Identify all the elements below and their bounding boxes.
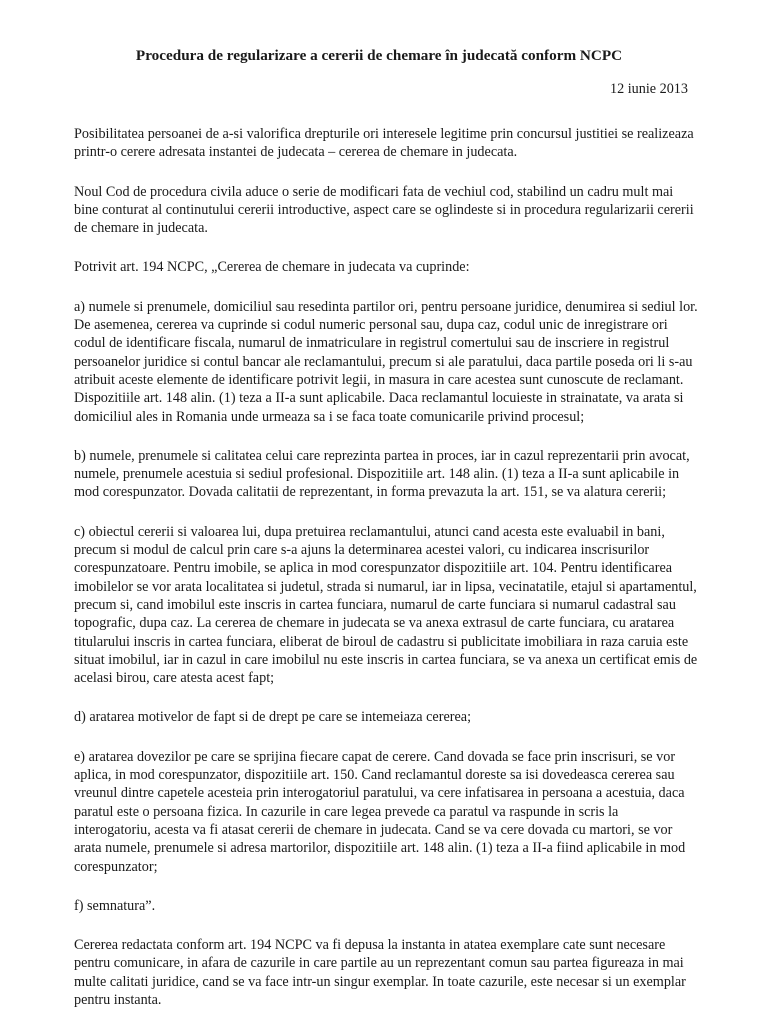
- paragraph-item-c: c) obiectul cererii si valoarea lui, dupa pretuirea reclamantului, atunci cand acesta este evaluabil in bani, precum si modul de calcul prin care s-a ajuns la determinarea acestei valori, cu indicarea inscrisurilor corespunzatoare. Pentru imobile, se aplica in mod corespunzator dispozitiile art. 104. Pentru identificarea imobilelor se vor arata localitatea si judetul, strada si numarul, iar in lipsa, vecinatatile, etajul si apartamentul, precum si, cand imobilul este inscris in cartea funciara, numarul de carte funciara si numarul cadastral sau topografic, dupa caz. La cererea de chemare in judecata se va anexa extrasul de carte funciara, cu aratarea titularului inscris in cartea funciara, eliberat de biroul de cadastru si publicitate imobiliara in raza caruia este situat imobilul, iar in cazul in care imobilul nu este inscris in cartea funciara, se va anexa un certificat emis de acelasi birou, care atesta acest fapt;: [74, 523, 698, 687]
- paragraph-item-f: f) semnatura”.: [74, 897, 156, 914]
- paragraph-item-e: e) aratarea dovezilor pe care se sprijina fiecare capat de cerere. Cand dovada se face prin inscrisuri, se vor aplica, in mod corespunzator, dispozitiile art. 150. Cand reclamantul doreste sa isi dovedeasca cererea sau vreunul dintre capetele acesteia prin interogatoriul paratului, va cere infatisarea in persoana a acestuia, daca paratul este o persoana fizica. In cazurile in care legea prevede ca paratul va raspunde in scris la interogatoriu, acesta va fi atasat cererii de chemare in judecata. Cand se va cere dovada cu martori, se vor arata numele, prenumele si adresa martorilor, dispozitiile art. 148 alin. (1) teza a II-a fiind aplicabile in mod corespunzator;: [74, 748, 686, 875]
- paragraph-item-b: b) numele, prenumele si calitatea celui care reprezinta partea in proces, iar in cazul reprezentarii prin avocat, numele, prenumele acestuia si sediul profesional. Dispozitiile art. 148 alin. (1) teza a II-a sunt aplicabile in mod corespunzator. Dovada calitatii de reprezentant, in forma prevazuta la art. 151, se va alatura cererii;: [74, 447, 690, 501]
- document-title: Procedura de regularizare a cererii de chemare în judecată conform NCPC: [135, 47, 623, 64]
- paragraph-intro: Posibilitatea persoanei de a-si valorifica drepturile ori interesele legitime prin concursul justitiei se realizeaza printr-o cerere adresata instantei de judecata – cererea de chemare in judecata.: [74, 126, 694, 161]
- paragraph-new-code: Noul Cod de procedura civila aduce o serie de modificari fata de vechiul cod, stabilind un cadru mult mai bine conturat al continutului cererii introductive, aspect care se oglindeste si in procedura regularizarii cererii de chemare in judecata.: [74, 183, 694, 237]
- document-date: 12 iunie 2013: [609, 81, 688, 97]
- paragraph-item-d: d) aratarea motivelor de fapt si de drept pe care se intemeiaza cererea;: [74, 709, 472, 726]
- paragraph-art-194: Potrivit art. 194 NCPC, „Cererea de chemare in judecata va cuprinde:: [74, 259, 470, 276]
- document-body: [74, 125, 698, 1009]
- document-page: [74, 46, 698, 1030]
- paragraph-filing: Cererea redactata conform art. 194 NCPC va fi depusa la instanta in atatea exemplare cate sunt necesare pentru comunicare, in afara de cazurile in care partile au un reprezentant comun sau partea figureaza in mai multe calitati juridice, cand se va face intr-un singur exemplar. In toate cazurile, este necesar si un exemplar pentru instanta.: [74, 937, 686, 1008]
- paragraph-item-a: a) numele si prenumele, domiciliul sau resedinta partilor ori, pentru persoane juridice, denumirea si sediul lor. De asemenea, cererea va cuprinde si codul numeric personal sau, dupa caz, codul unic de inregistrare ori codul de identificare fiscala, numarul de inmatriculare in registrul comertului sau de inscriere in registrul persoanelor juridice si contul bancar ale reclamantului, precum si ale paratului, daca partile poseda ori li s-au atribuit aceste elemente de identificare potrivit legii, in masura in care acestea sunt cunoscute de reclamant. Dispozitiile art. 148 alin. (1) teza a II-a sunt aplicabile. Daca reclamantul locuieste in strainatate, va arata si domiciliul ales in Romania unde urmeaza sa i se faca toate comunicarile privind procesul;: [74, 298, 698, 425]
